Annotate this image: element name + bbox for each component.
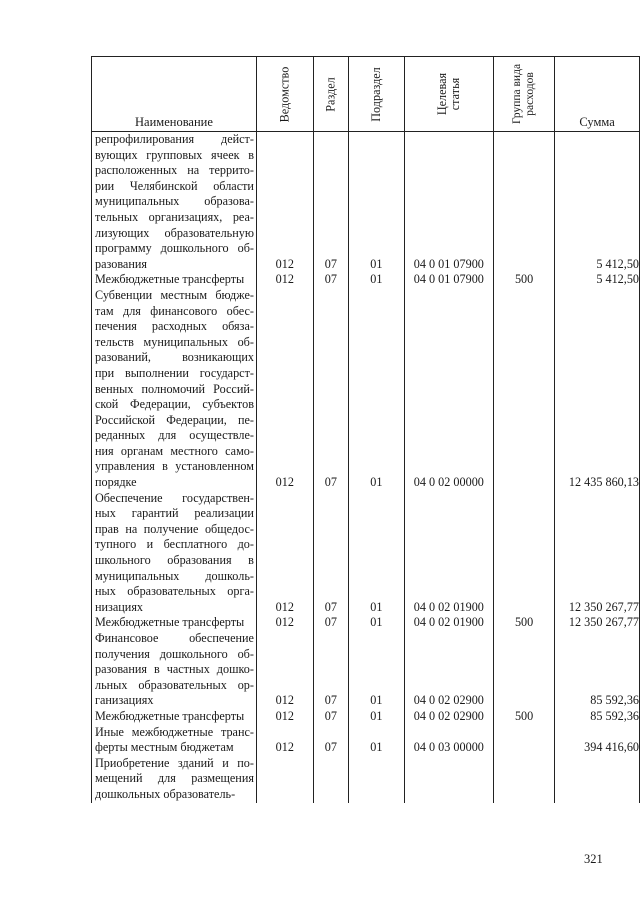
row-amount: 85 592,36 bbox=[555, 709, 640, 725]
row-name-line: мещений для размещения bbox=[95, 771, 254, 786]
row-subsection: 01 bbox=[349, 491, 405, 616]
row-name bbox=[92, 491, 257, 616]
row-name-line: Приобретение зданий и по- bbox=[95, 755, 254, 770]
row-expense-group bbox=[494, 288, 555, 491]
row-name bbox=[92, 272, 257, 288]
row-name bbox=[92, 132, 257, 273]
row-name-line: низациях bbox=[95, 599, 144, 614]
row-name-line: Субвенции местным бюдже- bbox=[95, 287, 254, 302]
row-subsection: 01 bbox=[349, 615, 405, 631]
row-ministry bbox=[256, 756, 313, 803]
row-name-line: получения дошкольного об- bbox=[95, 646, 254, 661]
row-target-article: 04 0 02 02900 bbox=[404, 709, 493, 725]
row-section: 07 bbox=[313, 132, 348, 273]
budget-table bbox=[91, 56, 640, 803]
row-section bbox=[313, 756, 348, 803]
row-expense-group: 500 bbox=[494, 615, 555, 631]
row-name-line: тупного и бесплатного до- bbox=[95, 537, 254, 552]
table-row bbox=[92, 756, 640, 803]
row-name-line: ферты местным бюджетам bbox=[95, 740, 234, 755]
row-expense-group bbox=[494, 132, 555, 273]
row-name-line: разования bbox=[95, 256, 147, 271]
table-row bbox=[92, 132, 640, 273]
row-section: 07 bbox=[313, 491, 348, 616]
row-name-line: лизующих образовательную bbox=[95, 225, 254, 240]
row-ministry: 012 bbox=[256, 272, 313, 288]
row-name-line: Иные межбюджетные транс- bbox=[95, 724, 254, 739]
table-header-row bbox=[92, 57, 640, 132]
row-name-line: Межбюджетные трансферты bbox=[95, 708, 245, 723]
row-name-line: печения расходных обяза- bbox=[95, 319, 254, 334]
row-section: 07 bbox=[313, 725, 348, 756]
row-ministry: 012 bbox=[256, 615, 313, 631]
row-expense-group bbox=[494, 631, 555, 709]
table-row bbox=[92, 631, 640, 709]
row-subsection: 01 bbox=[349, 725, 405, 756]
page-number: 321 bbox=[584, 852, 603, 866]
row-expense-group bbox=[494, 756, 555, 803]
row-section: 07 bbox=[313, 615, 348, 631]
row-name bbox=[92, 631, 257, 709]
row-name bbox=[92, 756, 257, 803]
row-section: 07 bbox=[313, 631, 348, 709]
row-name-line: программу дошкольного об- bbox=[95, 241, 254, 256]
row-name-line: Российской Федерации, пе- bbox=[95, 412, 254, 427]
row-subsection: 01 bbox=[349, 288, 405, 491]
row-name bbox=[92, 615, 257, 631]
row-name bbox=[92, 709, 257, 725]
row-target-article: 04 0 01 07900 bbox=[404, 272, 493, 288]
row-section: 07 bbox=[313, 288, 348, 491]
row-name-line: муниципальных образова- bbox=[95, 194, 254, 209]
row-name-line: ской Федерации, субъектов bbox=[95, 397, 254, 412]
row-ministry: 012 bbox=[256, 709, 313, 725]
row-amount: 85 592,36 bbox=[555, 631, 640, 709]
row-name-line: расположенных на террито- bbox=[95, 163, 254, 178]
row-expense-group bbox=[494, 725, 555, 756]
row-name bbox=[92, 725, 257, 756]
row-name-line: ных образовательных орга- bbox=[95, 584, 254, 599]
table-row bbox=[92, 491, 640, 616]
row-name-line: разования в частных дошко- bbox=[95, 662, 254, 677]
row-name bbox=[92, 288, 257, 491]
row-name-line: венных полномочий Россий- bbox=[95, 381, 254, 396]
row-name-line: Межбюджетные трансферты bbox=[95, 615, 245, 630]
row-target-article: 04 0 03 00000 bbox=[404, 725, 493, 756]
table-body bbox=[92, 132, 640, 803]
row-name-line: управления в установленном bbox=[95, 459, 254, 474]
row-name-line: порядке bbox=[95, 475, 137, 490]
row-name-line: школьного образования в bbox=[95, 553, 254, 568]
row-subsection bbox=[349, 756, 405, 803]
row-name-line: при выполнении государст- bbox=[95, 365, 254, 380]
row-subsection: 01 bbox=[349, 709, 405, 725]
row-amount: 5 412,50 bbox=[555, 132, 640, 273]
row-name-line: репрофилирования дейст- bbox=[95, 132, 254, 146]
row-ministry: 012 bbox=[256, 132, 313, 273]
row-ministry: 012 bbox=[256, 631, 313, 709]
row-target-article: 04 0 02 01900 bbox=[404, 491, 493, 616]
row-name-line: дошкольных образователь- bbox=[95, 786, 236, 801]
row-amount: 12 350 267,77 bbox=[555, 615, 640, 631]
row-name-line: муниципальных дошколь- bbox=[95, 568, 254, 583]
table-row bbox=[92, 272, 640, 288]
row-name-line: Обеспечение государствен- bbox=[95, 490, 254, 505]
row-target-article: 04 0 01 07900 bbox=[404, 132, 493, 273]
header-ministry: Ведомство bbox=[256, 57, 313, 132]
row-subsection: 01 bbox=[349, 272, 405, 288]
row-ministry: 012 bbox=[256, 725, 313, 756]
row-name-line: вующих групповых ячеек в bbox=[95, 147, 254, 162]
row-amount: 12 435 860,13 bbox=[555, 288, 640, 491]
row-subsection: 01 bbox=[349, 132, 405, 273]
row-name-line: рии Челябинской области bbox=[95, 178, 254, 193]
row-ministry: 012 bbox=[256, 288, 313, 491]
row-section: 07 bbox=[313, 709, 348, 725]
row-name-line: Финансовое обеспечение bbox=[95, 631, 254, 645]
row-name-line: тельств муниципальных об- bbox=[95, 334, 254, 349]
row-expense-group: 500 bbox=[494, 709, 555, 725]
row-amount: 5 412,50 bbox=[555, 272, 640, 288]
table-row bbox=[92, 725, 640, 756]
row-amount: 12 350 267,77 bbox=[555, 491, 640, 616]
row-name-line: Межбюджетные трансферты bbox=[95, 272, 245, 287]
row-expense-group bbox=[494, 491, 555, 616]
row-target-article bbox=[404, 756, 493, 803]
table-row bbox=[92, 288, 640, 491]
row-ministry: 012 bbox=[256, 491, 313, 616]
header-subsection: Подраздел bbox=[349, 57, 405, 132]
row-subsection: 01 bbox=[349, 631, 405, 709]
table-row bbox=[92, 615, 640, 631]
row-amount: 394 416,60 bbox=[555, 725, 640, 756]
row-name-line: льных образовательных ор- bbox=[95, 677, 254, 692]
row-name-line: ных гарантий реализации bbox=[95, 506, 254, 521]
row-name-line: прав на получение общедос- bbox=[95, 521, 254, 536]
header-target-article: Целевая статья bbox=[404, 57, 493, 132]
row-target-article: 04 0 02 00000 bbox=[404, 288, 493, 491]
row-name-line: ния органам местного само- bbox=[95, 443, 254, 458]
row-name-line: тельных организациях, реа- bbox=[95, 209, 254, 224]
row-target-article: 04 0 02 02900 bbox=[404, 631, 493, 709]
row-name-line: ганизациях bbox=[95, 693, 154, 708]
row-name-line: реданных для осуществле- bbox=[95, 428, 254, 443]
row-expense-group: 500 bbox=[494, 272, 555, 288]
header-section: Раздел bbox=[313, 57, 348, 132]
table-row bbox=[92, 709, 640, 725]
row-target-article: 04 0 02 01900 bbox=[404, 615, 493, 631]
row-name-line: там для финансового обес- bbox=[95, 303, 254, 318]
row-amount bbox=[555, 756, 640, 803]
header-name: Наименование bbox=[92, 57, 257, 132]
header-sum: Сумма bbox=[555, 57, 640, 132]
row-section: 07 bbox=[313, 272, 348, 288]
row-name-line: разований, возникающих bbox=[95, 350, 254, 365]
header-expense-group: Группа вида расходов bbox=[494, 57, 555, 132]
